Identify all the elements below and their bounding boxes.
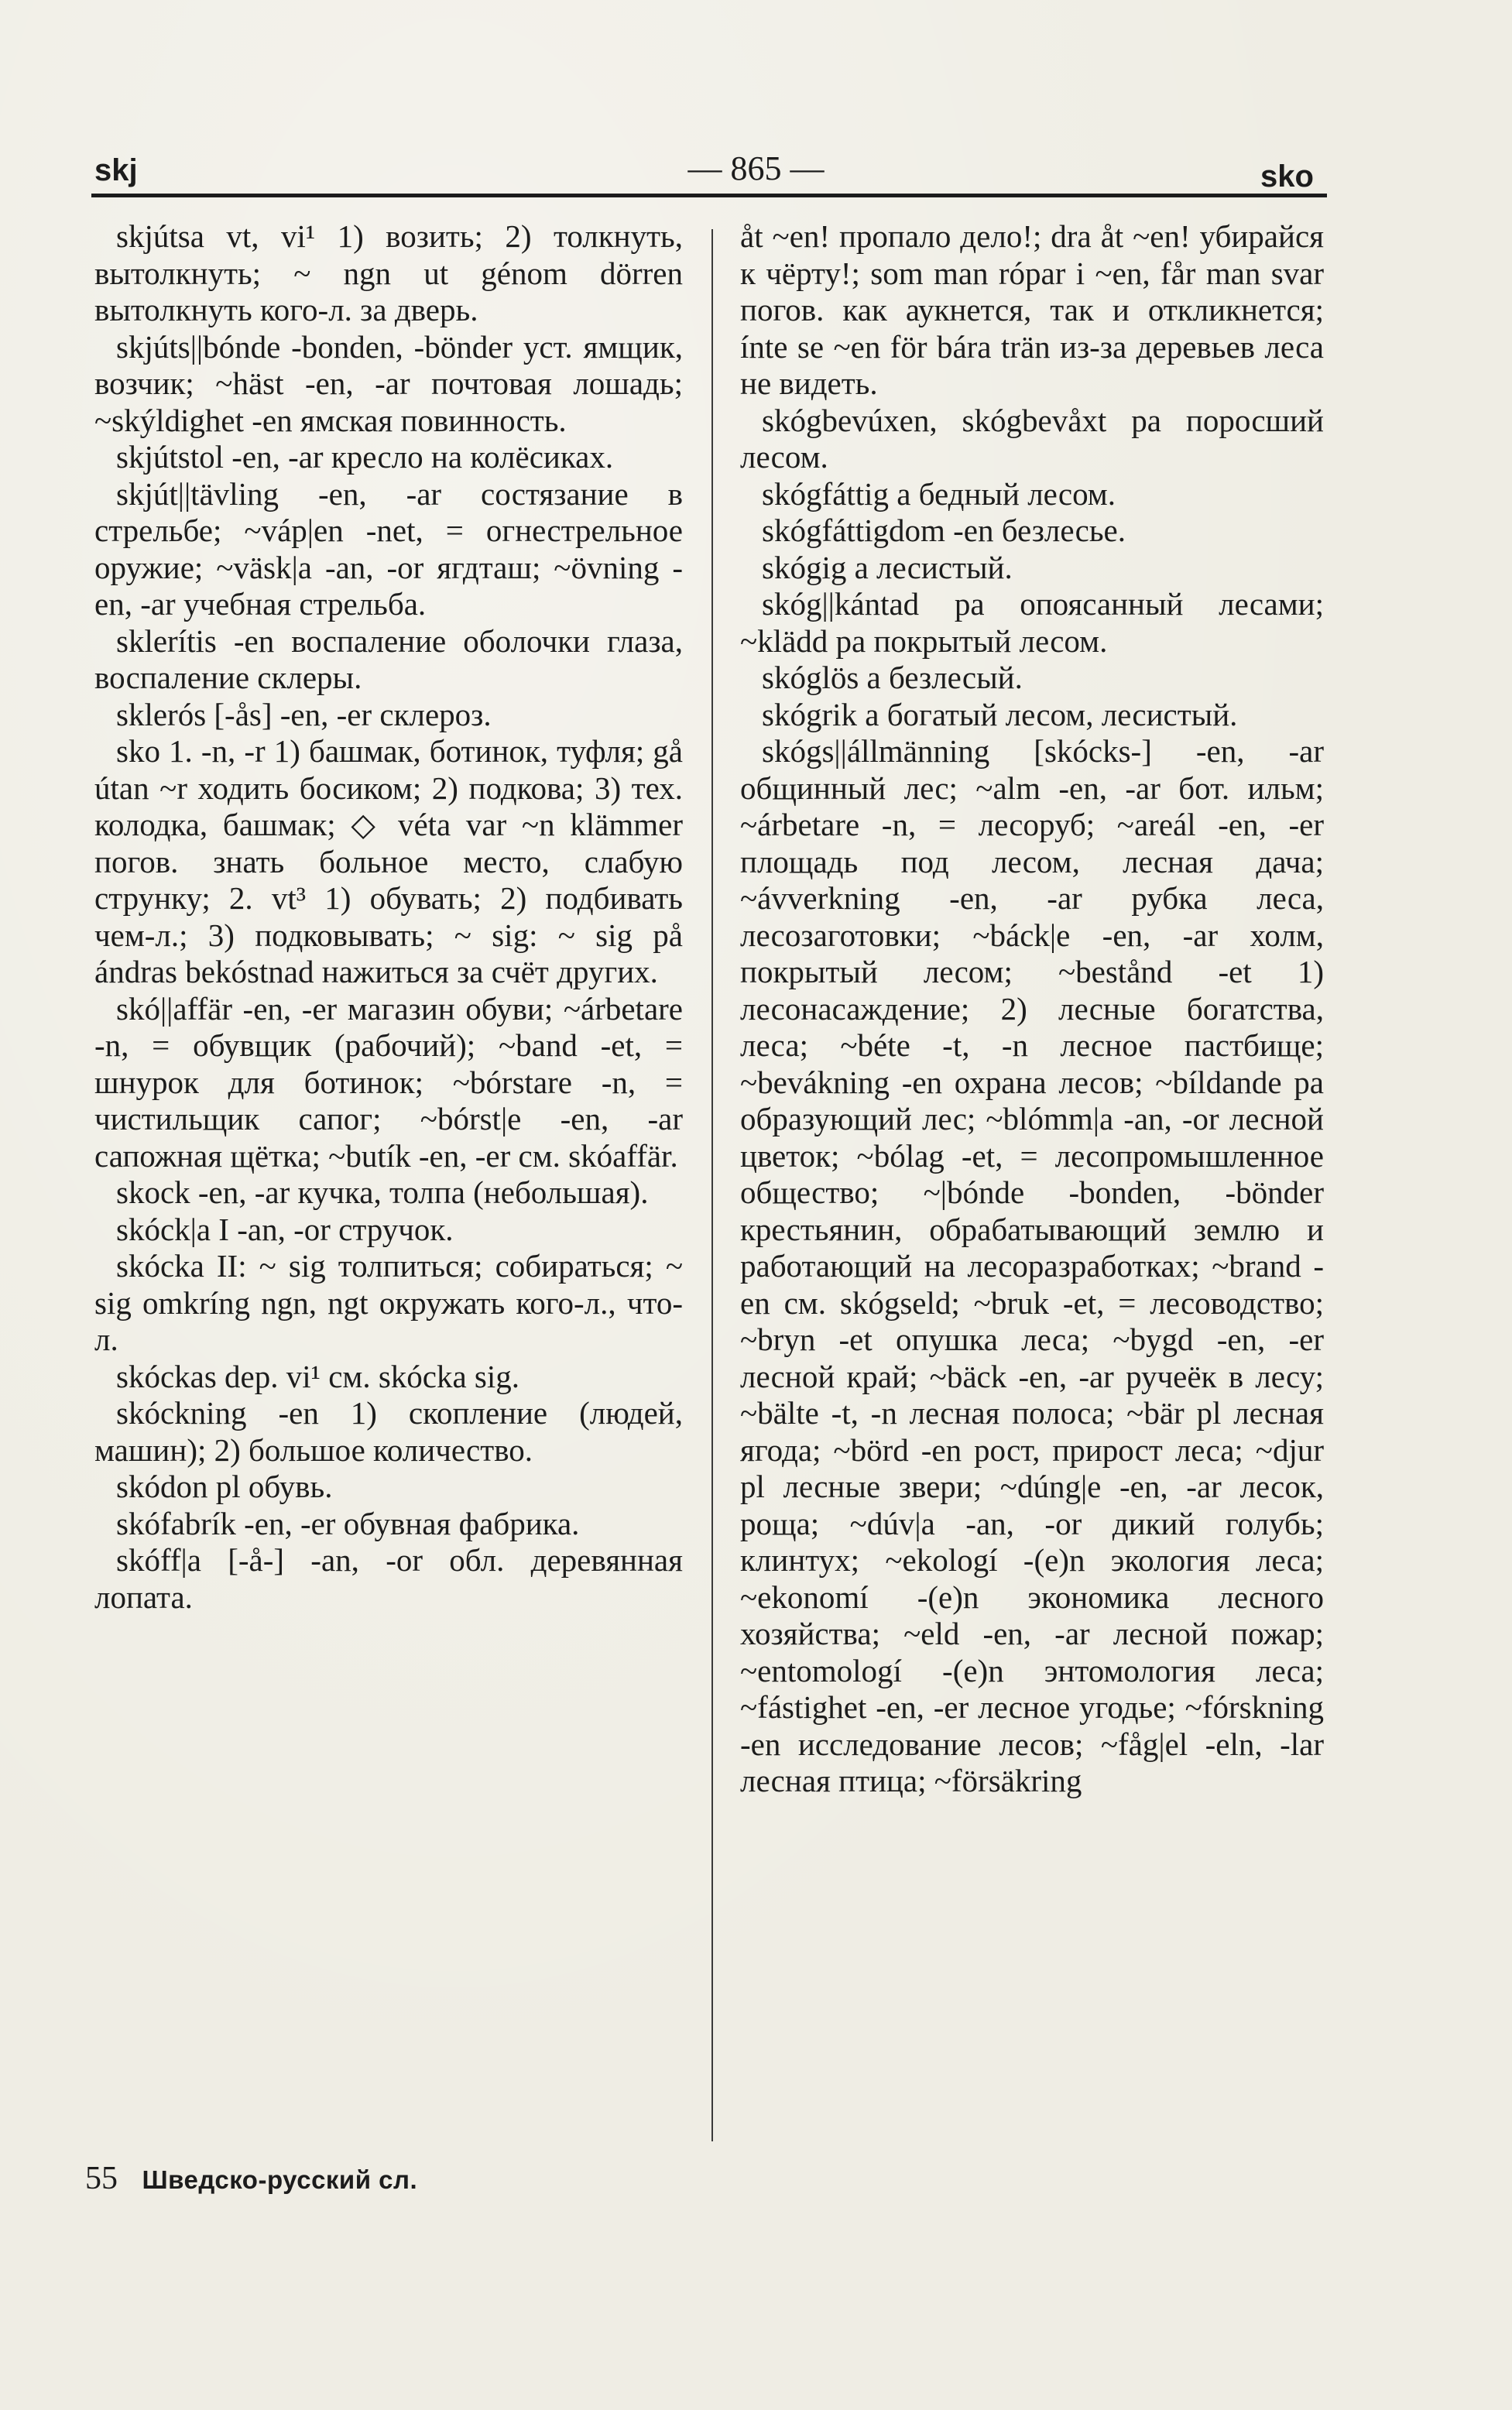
header-rule [91, 194, 1327, 197]
column-divider [711, 229, 713, 2141]
running-head-left-guideword: skj [94, 153, 138, 187]
signature-number: 55 [85, 2161, 118, 2196]
right-column [740, 218, 1324, 1800]
running-head-right-guideword: sko [1260, 159, 1314, 194]
running-head [0, 138, 1512, 200]
dictionary-entry: skjút||tävling -en, -ar состязание в стрельбе; ~váp|en -net, = огнестрельное оружие; ~väsk|a -an, -or ягдташ; ~övning -en, -ar учебная стрельба. [94, 475, 683, 622]
left-column [94, 218, 683, 1616]
page-number: — 865 — [687, 149, 825, 187]
dictionary-entry: skóckas dep. vi¹ см. skócka sig. [116, 1358, 520, 1394]
dictionary-entry: sklerós [-ås] -en, -er склероз. [116, 696, 492, 732]
dictionary-entry: skógig a лесистый. [762, 549, 1013, 585]
dictionary-entry: skó||affär -en, -er магазин обуви; ~árbetare -n, = обувщик (рабочий); ~band -et, = шнурок для ботинок; ~bórstare -n, = чистильщик сапог; ~bórst|e -en, -ar сапожная щётка; ~butík -en, -er см. skóaffär. [94, 990, 683, 1174]
dictionary-entry: skógfáttigdom -en безлесье. [762, 513, 1126, 548]
dictionary-entry: skjútsa vt, vi¹ 1) возить; 2) толкнуть, вытолкнуть; ~ ngn ut génom dörren вытолкнуть кого-л. за дверь. [94, 218, 683, 327]
dictionary-entry: skógbevúxen, skógbevåxt pa поросший лесом. [740, 402, 1324, 475]
dictionary-entry: skóglös a безлесый. [762, 660, 1023, 695]
dictionary-entry: skock -en, -ar кучка, толпа (небольшая). [116, 1174, 649, 1210]
dictionary-entry: skógfáttig a бедный лесом. [762, 475, 1116, 512]
dictionary-entry-continuation: åt ~en! пропало дело!; dra åt ~en! убирайся к чёрту!; som man rópar i ~en, får man svar погов. как аукнется, так и откликнется; ínte se ~en för bára trän из-за деревьев леса не видеть. [740, 218, 1324, 401]
dictionary-entry: skófabrík -en, -er обувная фабрика. [116, 1505, 580, 1541]
dictionary-entry: skódon pl обувь. [116, 1469, 333, 1504]
dictionary-entry: skócka II: ~ sig толпиться; собираться; ~ sig omkríng ngn, ngt окружать кого-л., что-л. [94, 1248, 683, 1357]
dictionary-entry: skóck|a I -an, -or стручок. [116, 1211, 454, 1247]
signature-title: Шведско-русский сл. [142, 2165, 418, 2194]
dictionary-entry: skógrik a богатый лесом, лесистый. [762, 696, 1238, 732]
page-footer [85, 2160, 417, 2197]
dictionary-entry: skjúts||bónde -bonden, -bönder уст. ямщик, возчик; ~häst -en, -ar почтовая лошадь; ~skýldighet -en ямская повинность. [94, 328, 683, 438]
dictionary-entry: sko 1. -n, -r 1) башмак, ботинок, туфля; gå útan ~r ходить босиком; 2) подкова; 3) тех. колодка, башмак; ◇ véta var ~n klämmer погов. знать больное место, слабую струнку; 2. vt³ 1) обувать; 2) подбивать чем-л.; 3) подковывать; ~ sig: ~ sig på ándras bekóstnad нажиться за счёт других. [94, 733, 683, 989]
dictionary-entry: skóff|a [-å-] -an, -or обл. деревянная лопата. [94, 1542, 683, 1615]
dictionary-entry: skóckning -en 1) скопление (людей, машин); 2) большое количество. [94, 1395, 683, 1468]
dictionary-entry: skóg||kántad pa опоясанный лесами; ~klädd pa покрытый лесом. [740, 586, 1324, 659]
dictionary-entry: skjútstol -en, -ar кресло на колёсиках. [116, 439, 614, 475]
dictionary-entry: sklerítis -en воспаление оболочки глаза, воспаление склеры. [94, 622, 683, 695]
dictionary-entry: skógs||állmänning [skócks-] -en, -ar общинный лес; ~alm -en, -ar бот. ильм; ~árbetare -n, = лесоруб; ~areál -en, -er площадь под лесом, лесная дача; ~ávverkning -en, -ar рубка леса, лесозаготовки; ~báck|e -en, -ar холм, покрытый лесом; ~bestånd -et 1) лесонасаждение; 2) лесные богатства, леса; ~béte -t, -n лесное пастбище; ~bevákning -en охрана лесов; ~bíldande pa образующий лес; ~blómm|a -an, -or лесной цветок; ~bólag -et, = лесопромышленное общество; ~|bónde -bonden, -bönder крестьянин, обрабатывающий землю и работающий на лесоразработках; ~brand -en см. skógseld; ~bruk -et, = лесоводство; ~bryn -et опушка леса; ~bygd -en, -er лесной край; ~bäck -en, -ar ручеёк в лесу; ~bälte -t, -n лесная полоса; ~bär pl лесная ягода; ~börd -en рост, прирост леса; ~djur pl лесные звери; ~dúng|e -en, -ar лесок, роща; ~dúv|a -an, -or дикий голубь; клинтух; ~ekologí -(e)n экология леса; ~ekonomí -(e)n экономика лесного хозяйства; ~eld -en, -ar лесной пожар; ~entomologí -(e)n энтомология леса; ~fástighet -en, -er лесное угодье; ~fórskning -en исследование лесов; ~fåg|el -eln, -lar лесная птица; ~försäkring [740, 733, 1324, 1798]
